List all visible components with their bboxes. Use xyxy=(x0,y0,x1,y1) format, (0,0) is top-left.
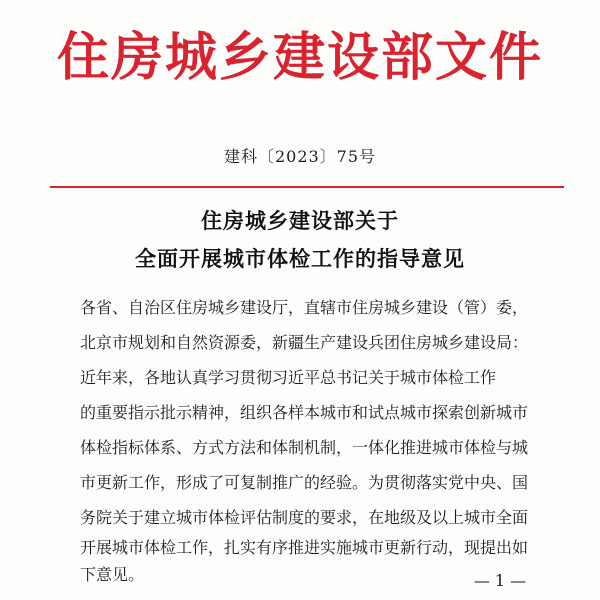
body-paragraph-line: 务院关于建立城市体检评估制度的要求，在地级及以上城市全面 xyxy=(80,508,529,527)
document-number: 建科〔2023〕75号 xyxy=(223,147,377,166)
body-paragraph-line: 近年来，各地认真学习贯彻习近平总书记关于城市体检工作 xyxy=(80,368,497,387)
body-paragraph-line: 的重要指示批示精神，组织各样本城市和试点城市探索创新城市 xyxy=(80,403,529,422)
body-paragraph-line: 体检指标体系、方式方法和体制机制，一体化推进城市体检与城 xyxy=(80,438,529,457)
document-title-line-2: 全面开展城市体检工作的指导意见 xyxy=(135,246,465,271)
salutation-line: 各省、自治区住房城乡建设厅，直辖市住房城乡建设（管）委， xyxy=(80,298,529,317)
body-paragraph-line: 开展城市体检工作，扎实有序推进实施城市更新行动，现提出如 xyxy=(80,538,529,557)
red-separator-line xyxy=(50,186,564,188)
salutation-line: 北京市规划和自然资源委，新疆生产建设兵团住房城乡建设局： xyxy=(80,333,529,352)
issuer-masthead: 住房城乡建设部文件 xyxy=(56,27,543,88)
body-paragraph-line: 下意见。 xyxy=(80,565,145,584)
document-title-line-1: 住房城乡建设部关于 xyxy=(201,208,399,233)
body-paragraph-line: 市更新工作，形成了可复制推广的经验。为贯彻落实党中央、国 xyxy=(80,473,529,492)
page-number: — 1 — xyxy=(473,571,527,590)
